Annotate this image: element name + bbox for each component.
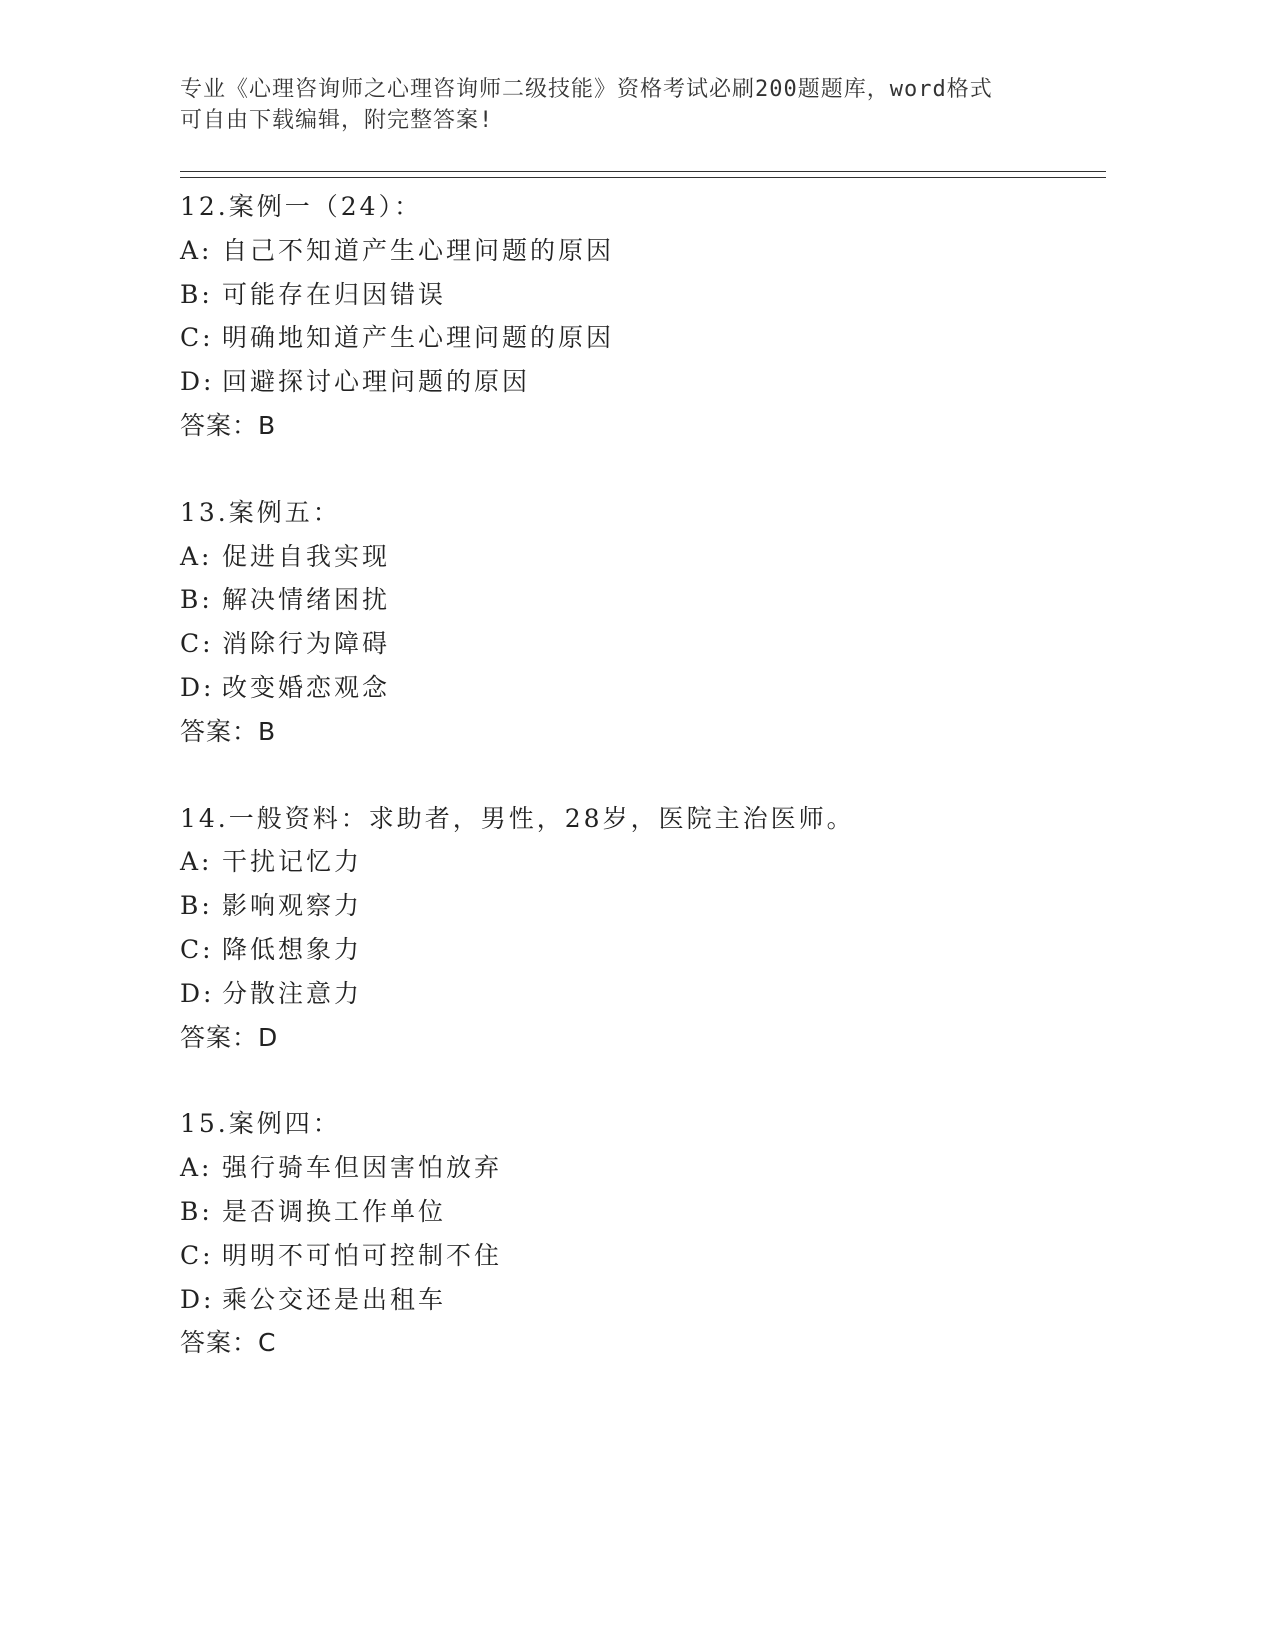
option-b [180, 578, 1106, 622]
option-c [180, 622, 1106, 666]
answer-line: 答案：C [180, 1328, 277, 1358]
option-text: 降低想象力 [222, 934, 363, 964]
option-d [180, 1278, 1106, 1322]
option-b [180, 273, 1106, 317]
answer-line: 答案：B [180, 410, 277, 440]
option-text: 促进自我实现 [222, 541, 391, 571]
option-text: 分散注意力 [222, 978, 363, 1008]
option-c [180, 316, 1106, 360]
option-text: 可能存在归因错误 [222, 279, 447, 309]
question-14 [180, 797, 1106, 1060]
option-letter: D: [180, 672, 215, 702]
option-text: 消除行为障碍 [222, 629, 391, 659]
option-letter: D: [180, 367, 215, 397]
option-letter: B: [180, 1196, 213, 1226]
option-b [180, 1190, 1106, 1234]
option-letter: C: [180, 1240, 214, 1270]
option-text: 干扰记忆力 [222, 847, 363, 877]
option-letter: A: [180, 235, 213, 265]
option-letter: A: [180, 847, 213, 877]
option-text: 影响观察力 [222, 891, 363, 921]
question-stem: 13.案例五： [180, 497, 341, 527]
answer-line: 答案：D [180, 1022, 279, 1052]
option-text: 乘公交还是出租车 [222, 1284, 447, 1314]
option-a [180, 535, 1106, 579]
option-c [180, 1234, 1106, 1278]
question-15 [180, 1102, 1106, 1365]
option-text: 明明不可怕可控制不住 [222, 1240, 503, 1270]
option-text: 回避探讨心理问题的原因 [222, 367, 531, 397]
option-a [180, 229, 1106, 273]
question-stem: 14.一般资料：求助者，男性，28岁，医院主治医师。 [180, 803, 855, 833]
option-b [180, 884, 1106, 928]
question-stem: 12.案例一（24）： [180, 192, 423, 221]
option-text: 强行骑车但因害怕放弃 [222, 1153, 503, 1183]
question-stem: 15.案例四： [180, 1109, 341, 1139]
option-text: 是否调换工作单位 [222, 1196, 447, 1226]
option-letter: B: [180, 279, 213, 309]
header-line-2: 可自由下载编辑，附完整答案! [180, 108, 494, 133]
option-d [180, 360, 1106, 404]
option-letter: C: [180, 629, 214, 659]
header-line-1: 专业《心理咨询师之心理咨询师二级技能》资格考试必刷200题题库，word格式 [180, 77, 993, 102]
option-letter: A: [180, 541, 213, 571]
header-divider [180, 171, 1106, 178]
option-letter: D: [180, 1284, 215, 1314]
option-text: 明确地知道产生心理问题的原因 [222, 323, 615, 353]
option-letter: C: [180, 323, 214, 353]
question-12 [180, 185, 1106, 448]
option-letter: D: [180, 978, 215, 1008]
option-text: 改变婚恋观念 [222, 672, 391, 702]
option-d [180, 666, 1106, 710]
option-letter: A: [180, 1153, 213, 1183]
option-a [180, 840, 1106, 884]
option-d [180, 972, 1106, 1016]
document-header [180, 74, 1080, 136]
option-text: 解决情绪困扰 [222, 585, 391, 615]
option-letter: C: [180, 934, 214, 964]
question-list [180, 185, 1106, 1408]
question-13 [180, 491, 1106, 754]
option-letter: B: [180, 891, 213, 921]
option-c [180, 928, 1106, 972]
option-text: 自己不知道产生心理问题的原因 [222, 235, 615, 265]
option-letter: B: [180, 585, 213, 615]
answer-line: 答案：B [180, 716, 277, 746]
option-a [180, 1146, 1106, 1190]
